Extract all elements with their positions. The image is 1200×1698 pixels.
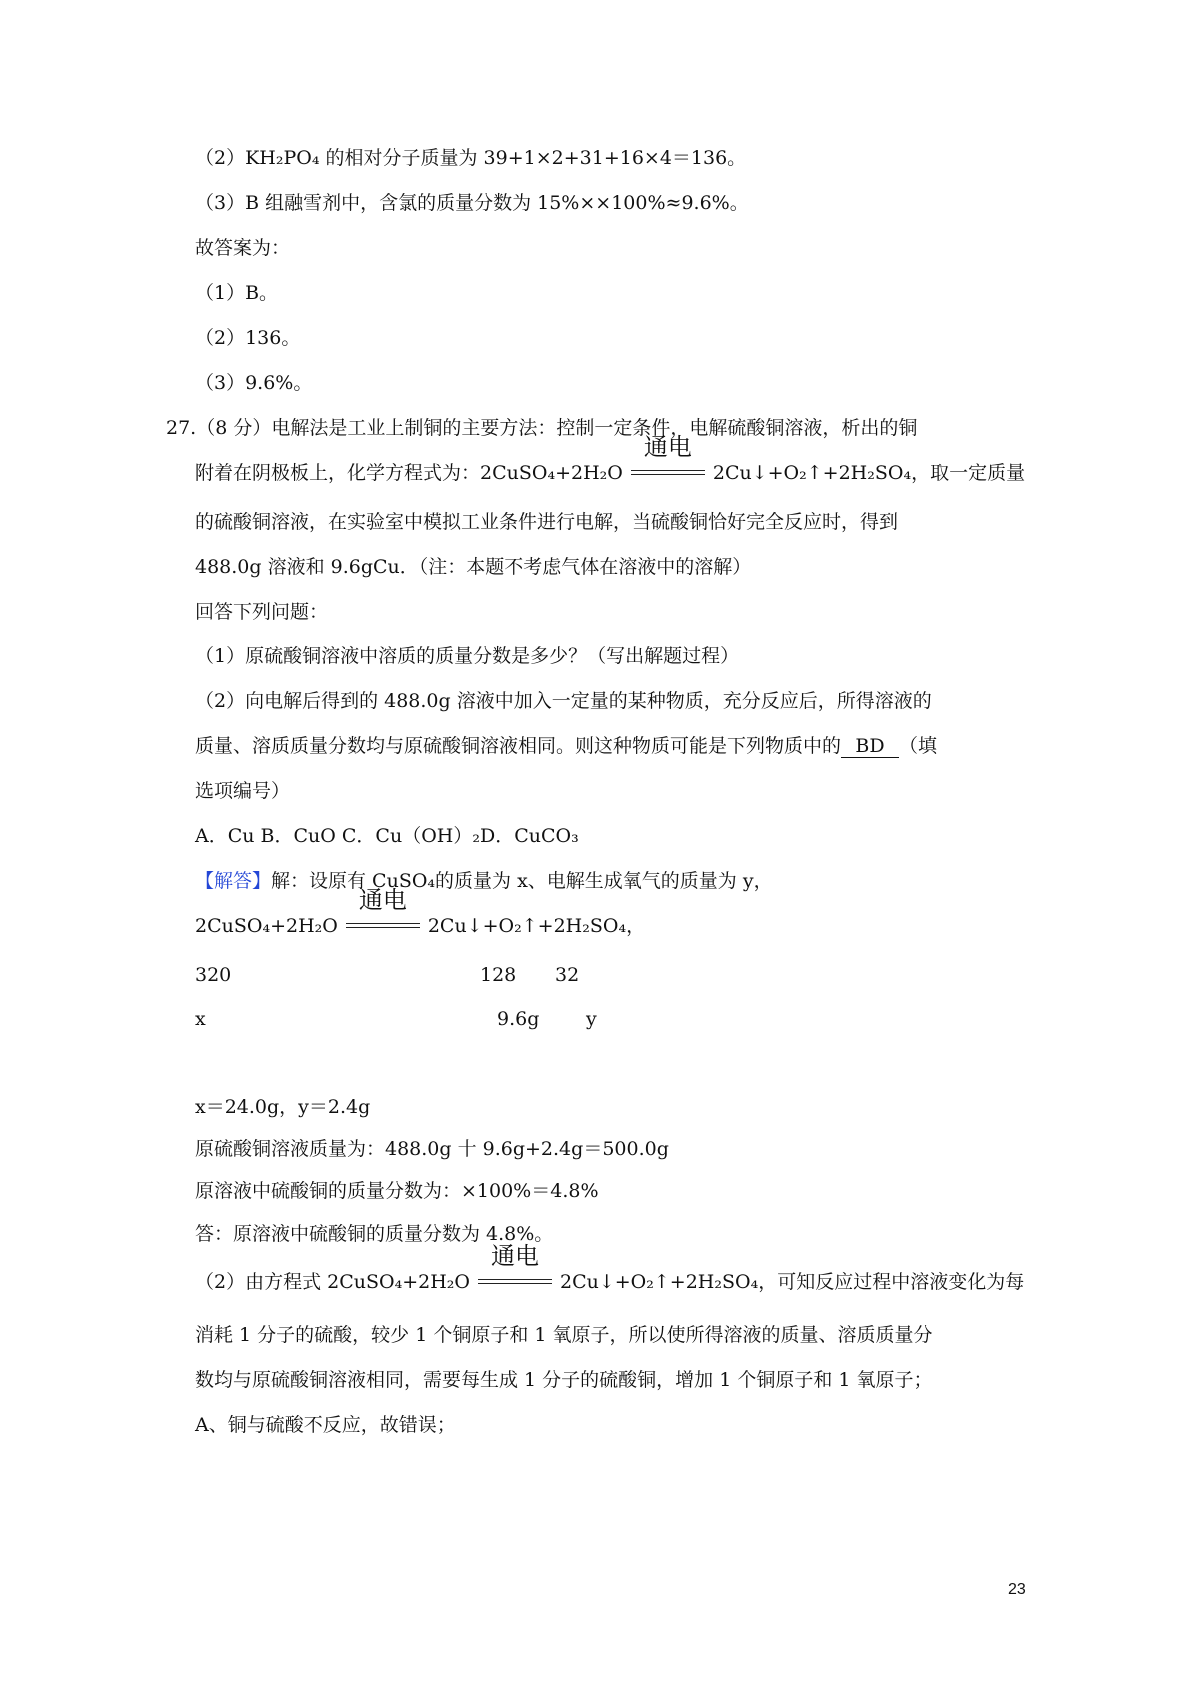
reaction-condition: [631, 433, 705, 486]
equation-line: [195, 1242, 1025, 1295]
text-line: （1）B。: [195, 282, 279, 304]
text-line: 回答下列问题：: [195, 601, 329, 623]
solution-tag: 【解答】: [195, 870, 272, 892]
ratio-value: x: [195, 1008, 206, 1030]
question-heading: 27.（8 分）电解法是工业上制铜的主要方法：控制一定条件，电解硫酸铜溶液，析出的铜: [166, 417, 918, 439]
text-line: [195, 733, 937, 759]
condition-label: 通电: [643, 433, 692, 461]
equation-line: [195, 886, 646, 939]
solution-line: [195, 868, 773, 894]
text-line: （3）9.6%。: [195, 372, 313, 394]
text-segment: 解：设原有 CuSO₄的质量为 x、电解生成氧气的质量为 y，: [271, 870, 773, 892]
answer-blank: BD: [841, 735, 899, 758]
text-line: A、铜与硫酸不反应，故错误；: [195, 1414, 456, 1436]
text-line: 488.0g 溶液和 9.6gCu．（注：本题不考虑气体在溶液中的溶解）: [195, 556, 752, 578]
equation-products: 2Cu↓+O₂↑+2H₂SO₄，可知反应过程中溶液变化为每: [559, 1271, 1025, 1293]
ratio-value: y: [586, 1008, 597, 1030]
text-line: （3）B 组融雪剂中，含氯的质量分数为 15%××100%≈9.6%。: [195, 192, 749, 214]
text-line: 原溶液中硫酸铜的质量分数为：×100%＝4.8%: [195, 1180, 599, 1202]
sub-question: （1）原硫酸铜溶液中溶质的质量分数是多少？（写出解题过程）: [195, 645, 740, 667]
text-line: （2）KH₂PO₄ 的相对分子质量为 39+1×2+31+16×4＝136。: [195, 147, 747, 169]
equation-products: 2Cu↓+O₂↑+2H₂SO₄，取一定质量: [712, 462, 1026, 484]
condition-label: 通电: [490, 1242, 539, 1270]
text-line: 原硫酸铜溶液质量为：488.0g 十 9.6g+2.4g＝500.0g: [195, 1138, 669, 1160]
reaction-condition: [346, 886, 420, 939]
text-line: （2）136。: [195, 327, 301, 349]
text-line: 故答案为：: [195, 237, 291, 259]
text-line: 消耗 1 分子的硫酸，较少 1 个铜原子和 1 氧原子，所以使所得溶液的质量、溶质质量分: [195, 1324, 933, 1346]
equation-reactants: （2）由方程式 2CuSO₄+2H₂O: [195, 1271, 470, 1293]
text-segment: 质量、溶质质量分数均与原硫酸铜溶液相同。则这种物质可能是下列物质中的: [195, 735, 842, 757]
ratio-value: 320: [195, 964, 232, 986]
options-line: A．Cu B．CuO C．Cu（OH）₂D．CuCO₃: [195, 825, 579, 847]
equation-products: 2Cu↓+O₂↑+2H₂SO₄，: [427, 915, 646, 937]
text-segment: （填: [899, 735, 938, 757]
ratio-value: 9.6g: [497, 1008, 540, 1030]
equation-line: [195, 433, 1026, 486]
ratio-value: 32: [555, 964, 580, 986]
condition-label: 通电: [358, 886, 407, 914]
text-line: 的硫酸铜溶液，在实验室中模拟工业条件进行电解，当硫酸铜恰好完全反应时，得到: [195, 511, 899, 533]
reaction-condition: [478, 1242, 552, 1295]
equation-reactants: 附着在阴极板上，化学方程式为：2CuSO₄+2H₂O: [195, 462, 623, 484]
ratio-value: 128: [480, 964, 517, 986]
text-line: 选项编号）: [195, 780, 291, 802]
text-line: x＝24.0g，y＝2.4g: [195, 1096, 371, 1118]
text-line: 数均与原硫酸铜溶液相同，需要每生成 1 分子的硫酸铜，增加 1 个铜原子和 1 氧原子；: [195, 1369, 933, 1391]
page-number: 23: [1008, 1581, 1026, 1598]
equation-reactants: 2CuSO₄+2H₂O: [195, 915, 338, 937]
sub-question: （2）向电解后得到的 488.0g 溶液中加入一定量的某种物质，充分反应后，所得溶液的: [195, 690, 932, 712]
text-line: 答：原溶液中硫酸铜的质量分数为 4.8%。: [195, 1223, 554, 1245]
